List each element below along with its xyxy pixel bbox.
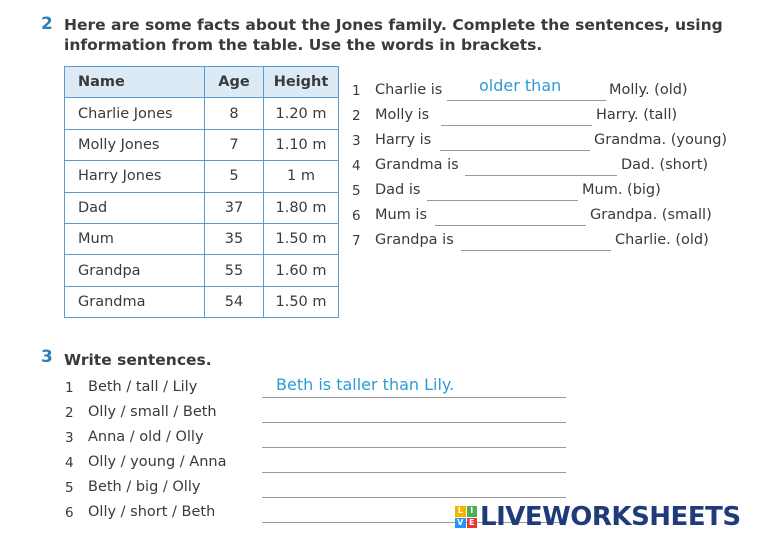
liveworksheets-logo-text: LIVEWORKSHEETS [480, 502, 741, 532]
answer-field[interactable] [427, 182, 578, 201]
sentence-end: Harry. (tall) [596, 107, 678, 123]
answer-field[interactable] [447, 76, 606, 101]
sentence-number: 1 [352, 83, 361, 99]
answer-field[interactable] [440, 132, 590, 151]
liveworksheets-logo-mark [455, 506, 477, 528]
sentence-start: Dad is [375, 182, 421, 198]
cell-age: 8 [205, 98, 264, 129]
column-header-height: Height [264, 67, 339, 98]
column-header-name: Name [65, 67, 205, 98]
sentence-number: 7 [352, 233, 361, 249]
sentence-row [0, 232, 761, 252]
answer-field[interactable] [262, 375, 566, 398]
sentence-number: 5 [352, 183, 361, 199]
cell-height: 1.20 m [264, 98, 339, 129]
answer-field[interactable] [465, 157, 617, 176]
cell-name: Grandpa [65, 255, 205, 286]
item-number: 4 [65, 455, 74, 471]
table-row [65, 255, 339, 286]
cell-age: 37 [205, 192, 264, 223]
answer-field[interactable] [461, 232, 611, 251]
answer-field[interactable] [441, 107, 592, 126]
sentence-end: Mum. (big) [582, 182, 661, 198]
exercise-2-instruction-line1: Here are some facts about the Jones family. Complete the sentences, using [64, 16, 723, 34]
exercise-3-instruction: Write sentences. [64, 351, 212, 369]
sentence-start: Molly is [375, 107, 430, 123]
sentence-end: Molly. (old) [609, 82, 688, 98]
sentence-start: Charlie is [375, 82, 443, 98]
cell-height: 1.50 m [264, 286, 339, 317]
cell-name: Mum [65, 223, 205, 254]
answer-text: older than [479, 76, 562, 95]
logo-mark-letter: I [467, 506, 478, 517]
answer-field[interactable] [435, 207, 586, 226]
item-number: 5 [65, 480, 74, 496]
sentence-start: Mum is [375, 207, 428, 223]
exercise-3-number: 3 [41, 347, 53, 367]
cell-height: 1.60 m [264, 255, 339, 286]
cell-height: 1 m [264, 161, 339, 192]
item-prompt: Olly / small / Beth [88, 404, 217, 420]
item-prompt: Olly / short / Beth [88, 504, 216, 520]
answer-text: Beth is taller than Lily. [276, 375, 455, 394]
logo-mark-letter: V [455, 518, 466, 529]
cell-name: Charlie Jones [65, 98, 205, 129]
answer-field[interactable] [262, 454, 566, 473]
cell-age: 35 [205, 223, 264, 254]
item-prompt: Beth / big / Olly [88, 479, 201, 495]
item-number: 1 [65, 380, 74, 396]
item-prompt: Beth / tall / Lily [88, 379, 198, 395]
cell-name: Harry Jones [65, 161, 205, 192]
item-number: 3 [65, 430, 74, 446]
sentence-row [0, 107, 761, 127]
cell-name: Dad [65, 192, 205, 223]
cell-height: 1.50 m [264, 223, 339, 254]
sentence-row [0, 182, 761, 202]
exercise-3-item [0, 454, 761, 474]
sentence-number: 2 [352, 108, 361, 124]
exercise-3-item [0, 375, 761, 399]
sentence-row [0, 76, 761, 102]
sentence-end: Charlie. (old) [615, 232, 709, 248]
sentence-row [0, 157, 761, 177]
cell-height: 1.10 m [264, 129, 339, 160]
item-number: 6 [65, 505, 74, 521]
cell-name: Molly Jones [65, 129, 205, 160]
answer-field[interactable] [262, 429, 566, 448]
sentence-end: Dad. (short) [621, 157, 709, 173]
table-row [65, 286, 339, 317]
liveworksheets-logo [455, 502, 741, 532]
cell-age: 54 [205, 286, 264, 317]
sentence-start: Harry is [375, 132, 432, 148]
cell-age: 55 [205, 255, 264, 286]
item-number: 2 [65, 405, 74, 421]
exercise-3-item [0, 479, 761, 499]
sentence-row [0, 207, 761, 227]
exercise-3-item [0, 429, 761, 449]
item-prompt: Anna / old / Olly [88, 429, 204, 445]
sentence-start: Grandma is [375, 157, 459, 173]
cell-age: 5 [205, 161, 264, 192]
sentence-number: 4 [352, 158, 361, 174]
sentence-start: Grandpa is [375, 232, 454, 248]
sentence-number: 6 [352, 208, 361, 224]
exercise-3-item [0, 404, 761, 424]
exercise-2-instruction-line2: information from the table. Use the words in brackets. [64, 36, 543, 54]
sentence-end: Grandpa. (small) [590, 207, 712, 223]
column-header-age: Age [205, 67, 264, 98]
cell-age: 7 [205, 129, 264, 160]
item-prompt: Olly / young / Anna [88, 454, 227, 470]
sentence-number: 3 [352, 133, 361, 149]
logo-mark-letter: L [455, 506, 466, 517]
cell-height: 1.80 m [264, 192, 339, 223]
answer-field[interactable] [262, 479, 566, 498]
cell-name: Grandma [65, 286, 205, 317]
logo-mark-letter: E [467, 518, 478, 529]
exercise-2-number: 2 [41, 14, 53, 34]
sentence-end: Grandma. (young) [594, 132, 728, 148]
answer-field[interactable] [262, 404, 566, 423]
sentence-row [0, 132, 761, 152]
